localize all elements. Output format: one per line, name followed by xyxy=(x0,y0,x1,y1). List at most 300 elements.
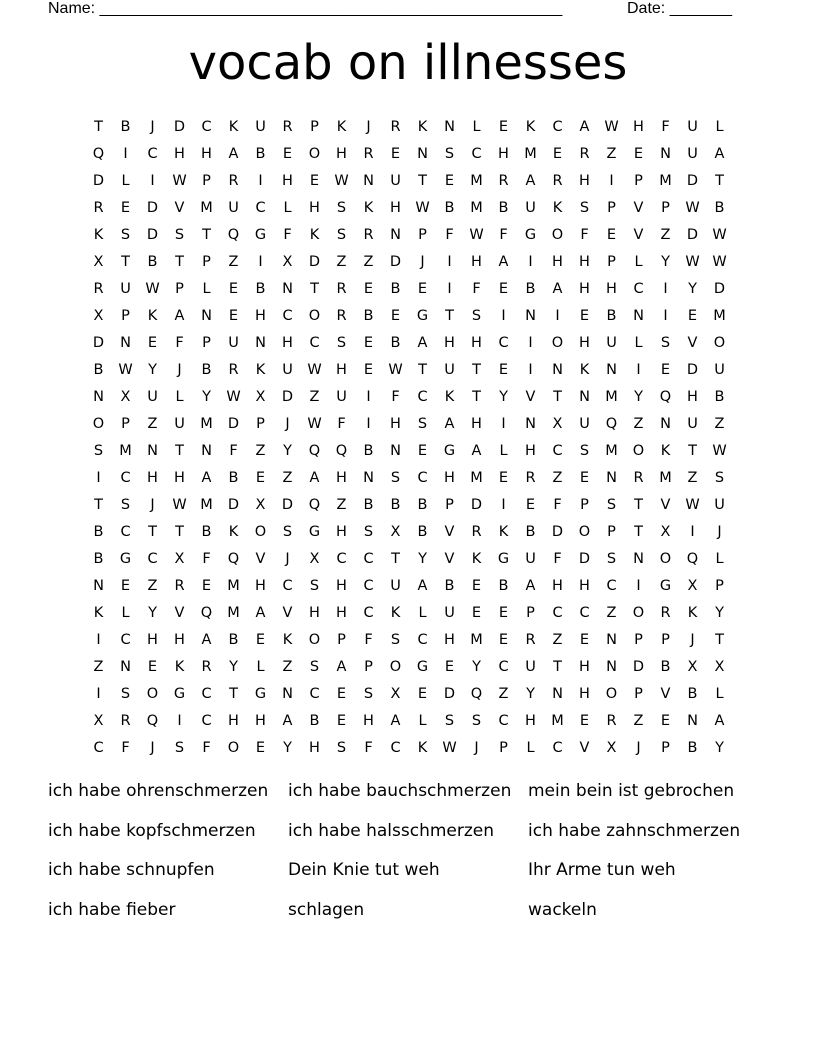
grid-letter: Y xyxy=(283,442,292,459)
grid-letter: N xyxy=(390,226,401,243)
grid-letter: E xyxy=(390,145,401,162)
grid-letter: B xyxy=(390,496,401,513)
grid-letter: H xyxy=(336,469,347,486)
grid-letter: H xyxy=(363,712,374,729)
grid-letter: U xyxy=(525,550,536,567)
grid-letter: U xyxy=(579,415,590,432)
grid-letter: R xyxy=(228,361,239,378)
grid-letter: G xyxy=(497,550,510,567)
grid-letter: S xyxy=(282,523,293,540)
grid-letter: I xyxy=(690,523,695,540)
grid-letter: K xyxy=(552,199,563,216)
grid-letter: T xyxy=(229,685,238,702)
grid-letter: V xyxy=(633,226,644,243)
grid-letter: E xyxy=(579,631,590,648)
grid-letter: J xyxy=(285,415,290,432)
grid-letter: B xyxy=(93,550,104,567)
grid-letter: Y xyxy=(526,685,535,702)
grid-letter: F xyxy=(121,739,130,756)
grid-letter: H xyxy=(579,280,590,297)
grid-letter: G xyxy=(443,442,456,459)
grid-letter: H xyxy=(309,604,320,621)
grid-letter: E xyxy=(525,496,536,513)
grid-letter: B xyxy=(714,199,725,216)
grid-letter: X xyxy=(714,658,725,675)
grid-letter: N xyxy=(282,280,293,297)
grid-letter: C xyxy=(417,388,428,405)
grid-letter: N xyxy=(444,118,455,135)
grid-letter: C xyxy=(633,280,644,297)
grid-letter: I xyxy=(96,469,101,486)
grid-letter: P xyxy=(661,199,670,216)
grid-letter: Z xyxy=(660,226,671,243)
grid-letter: U xyxy=(714,361,725,378)
grid-letter: S xyxy=(471,307,482,324)
word-list-item: ich habe halsschmerzen xyxy=(288,820,495,841)
grid-letter: M xyxy=(605,388,618,405)
word-list-item: Dein Knie tut weh xyxy=(288,860,440,881)
grid-letter: T xyxy=(175,442,184,459)
grid-letter: M xyxy=(227,604,240,621)
grid-letter: C xyxy=(147,145,158,162)
word-list-item: ich habe schnupfen xyxy=(48,860,215,881)
grid-letter: T xyxy=(94,496,103,513)
grid-letter: A xyxy=(498,253,509,270)
grid-letter: E xyxy=(579,712,590,729)
grid-letter: Y xyxy=(472,658,481,675)
grid-letter: F xyxy=(202,550,211,567)
header xyxy=(48,0,768,20)
word-list-item: mein bein ist gebrochen xyxy=(528,781,735,801)
grid-letter: B xyxy=(201,361,212,378)
grid-letter: Z xyxy=(147,415,158,432)
grid-letter: E xyxy=(498,604,509,621)
grid-letter: J xyxy=(150,496,155,513)
grid-letter: P xyxy=(202,334,211,351)
grid-letter: T xyxy=(553,388,562,405)
grid-row xyxy=(85,356,733,383)
grid-letter: H xyxy=(579,658,590,675)
grid-letter: P xyxy=(337,631,346,648)
grid-letter: H xyxy=(282,172,293,189)
grid-letter: W xyxy=(469,226,484,243)
grid-letter: R xyxy=(579,145,590,162)
grid-letter: M xyxy=(470,631,483,648)
grid-letter: B xyxy=(687,739,698,756)
grid-letter: P xyxy=(202,172,211,189)
grid-letter: T xyxy=(445,307,454,324)
grid-letter: K xyxy=(228,118,239,135)
grid-letter: C xyxy=(363,604,374,621)
grid-letter: C xyxy=(282,307,293,324)
grid-letter: U xyxy=(687,415,698,432)
grid-letter: R xyxy=(174,577,185,594)
grid-letter: Y xyxy=(202,388,211,405)
grid-letter: A xyxy=(525,172,536,189)
grid-letter: N xyxy=(606,658,617,675)
grid-letter: L xyxy=(472,118,481,135)
grid-letter: C xyxy=(363,577,374,594)
grid-letter: R xyxy=(93,199,104,216)
grid-letter: H xyxy=(147,631,158,648)
grid-letter: K xyxy=(147,307,158,324)
grid-letter: M xyxy=(470,469,483,486)
grid-letter: C xyxy=(93,739,104,756)
grid-letter: C xyxy=(255,199,266,216)
grid-letter: B xyxy=(255,280,266,297)
grid-letter: O xyxy=(578,523,591,540)
grid-letter: I xyxy=(663,280,668,297)
word-list-item: schlagen xyxy=(288,900,365,921)
grid-letter: H xyxy=(201,145,212,162)
grid-letter: Y xyxy=(715,739,724,756)
grid-letter: O xyxy=(605,685,618,702)
grid-letter: D xyxy=(92,334,105,351)
grid-letter: P xyxy=(256,415,265,432)
grid-letter: H xyxy=(147,469,158,486)
grid-letter: Z xyxy=(282,658,293,675)
grid-row xyxy=(85,302,733,329)
grid-letter: I xyxy=(177,712,182,729)
grid-letter: U xyxy=(444,604,455,621)
grid-row xyxy=(85,464,733,491)
grid-letter: O xyxy=(551,226,564,243)
grid-letter: M xyxy=(227,577,240,594)
grid-letter: X xyxy=(687,658,698,675)
grid-letter: Y xyxy=(634,388,643,405)
grid-letter: E xyxy=(255,739,266,756)
grid-letter: I xyxy=(366,415,371,432)
grid-letter: X xyxy=(93,253,104,270)
grid-letter: B xyxy=(714,388,725,405)
grid-letter: J xyxy=(285,550,290,567)
grid-letter: R xyxy=(363,226,374,243)
grid-letter: Q xyxy=(200,604,213,621)
grid-letter: F xyxy=(283,226,292,243)
grid-letter: M xyxy=(551,712,564,729)
grid-letter: K xyxy=(525,118,536,135)
grid-letter: Z xyxy=(93,658,104,675)
grid-letter: H xyxy=(255,712,266,729)
grid-letter: J xyxy=(177,361,182,378)
grid-letter: I xyxy=(501,307,506,324)
grid-letter: D xyxy=(551,523,564,540)
grid-letter: C xyxy=(471,145,482,162)
grid-letter: N xyxy=(120,334,131,351)
grid-letter: W xyxy=(226,388,241,405)
grid-letter: O xyxy=(632,442,645,459)
grid-letter: T xyxy=(634,496,643,513)
grid-letter: D xyxy=(389,253,402,270)
grid-letter: D xyxy=(281,388,294,405)
grid-letter: A xyxy=(309,469,320,486)
grid-letter: E xyxy=(147,658,158,675)
grid-letter: N xyxy=(390,442,401,459)
grid-letter: X xyxy=(390,685,401,702)
grid-row xyxy=(85,518,733,545)
grid-letter: V xyxy=(174,604,185,621)
grid-letter: N xyxy=(201,307,212,324)
grid-letter: V xyxy=(687,334,698,351)
grid-letter: A xyxy=(444,415,455,432)
grid-letter: D xyxy=(632,658,645,675)
grid-letter: U xyxy=(282,361,293,378)
grid-letter: W xyxy=(118,361,133,378)
grid-letter: Y xyxy=(715,604,724,621)
grid-letter: S xyxy=(606,550,617,567)
grid-letter: E xyxy=(444,172,455,189)
grid-letter: M xyxy=(200,199,213,216)
grid-letter: R xyxy=(606,712,617,729)
grid-letter: X xyxy=(93,307,104,324)
grid-letter: I xyxy=(258,253,263,270)
grid-letter: B xyxy=(93,361,104,378)
grid-letter: P xyxy=(607,523,616,540)
grid-letter: S xyxy=(390,631,401,648)
grid-letter: B xyxy=(417,496,428,513)
grid-letter: D xyxy=(308,253,321,270)
grid-letter: B xyxy=(363,496,374,513)
grid-letter: P xyxy=(661,631,670,648)
grid-letter: T xyxy=(94,118,103,135)
grid-letter: U xyxy=(525,199,536,216)
grid-letter: O xyxy=(227,739,240,756)
grid-letter: U xyxy=(174,415,185,432)
grid-letter: E xyxy=(579,307,590,324)
grid-letter: O xyxy=(632,604,645,621)
grid-letter: B xyxy=(228,631,239,648)
grid-letter: H xyxy=(228,712,239,729)
grid-letter: B xyxy=(309,712,320,729)
grid-letter: Q xyxy=(470,685,483,702)
grid-letter: Z xyxy=(363,253,374,270)
grid-letter: I xyxy=(555,307,560,324)
grid-letter: X xyxy=(174,550,185,567)
grid-letter: S xyxy=(417,415,428,432)
grid-letter: I xyxy=(447,280,452,297)
grid-letter: T xyxy=(121,253,130,270)
grid-letter: D xyxy=(470,496,483,513)
grid-letter: Y xyxy=(148,604,157,621)
grid-letter: R xyxy=(390,118,401,135)
grid-letter: P xyxy=(445,496,454,513)
grid-letter: P xyxy=(121,415,130,432)
grid-letter: C xyxy=(606,577,617,594)
grid-letter: P xyxy=(580,496,589,513)
grid-letter: N xyxy=(660,415,671,432)
grid-letter: F xyxy=(580,226,589,243)
grid-letter: B xyxy=(498,199,509,216)
grid-letter: T xyxy=(715,172,724,189)
grid-letter: I xyxy=(609,172,614,189)
grid-letter: D xyxy=(227,415,240,432)
grid-letter: Y xyxy=(661,253,670,270)
grid-letter: L xyxy=(175,388,184,405)
grid-letter: E xyxy=(660,361,671,378)
grid-letter: R xyxy=(660,604,671,621)
grid-letter: P xyxy=(634,685,643,702)
grid-letter: H xyxy=(255,577,266,594)
grid-letter: N xyxy=(255,334,266,351)
grid-letter: V xyxy=(255,550,266,567)
grid-letter: C xyxy=(579,604,590,621)
grid-letter: K xyxy=(660,442,671,459)
grid-letter: P xyxy=(634,631,643,648)
grid-letter: W xyxy=(334,172,349,189)
grid-letter: K xyxy=(363,199,374,216)
grid-letter: F xyxy=(499,226,508,243)
grid-letter: B xyxy=(525,280,536,297)
grid-letter: F xyxy=(553,496,562,513)
grid-letter: P xyxy=(499,739,508,756)
grid-letter: T xyxy=(391,550,400,567)
grid-letter: S xyxy=(93,442,104,459)
grid-letter: F xyxy=(175,334,184,351)
grid-letter: Q xyxy=(308,442,321,459)
grid-letter: U xyxy=(606,334,617,351)
grid-letter: H xyxy=(579,685,590,702)
grid-letter: K xyxy=(498,523,509,540)
grid-letter: S xyxy=(336,334,347,351)
grid-letter: E xyxy=(498,118,509,135)
grid-letter: Q xyxy=(227,226,240,243)
grid-letter: T xyxy=(553,658,562,675)
grid-letter: I xyxy=(501,415,506,432)
grid-letter: G xyxy=(659,577,672,594)
grid-letter: Q xyxy=(335,442,348,459)
grid-letter: V xyxy=(282,604,293,621)
word-list-item: ich habe bauchschmerzen xyxy=(288,781,512,801)
grid-letter: D xyxy=(146,226,159,243)
grid-letter: D xyxy=(686,361,699,378)
grid-letter: W xyxy=(415,199,430,216)
grid-letter: Y xyxy=(418,550,427,567)
grid-letter: H xyxy=(309,739,320,756)
grid-letter: I xyxy=(447,253,452,270)
grid-letter: I xyxy=(366,388,371,405)
grid-letter: J xyxy=(420,253,425,270)
grid-letter: H xyxy=(174,631,185,648)
grid-letter: S xyxy=(309,658,320,675)
grid-letter: E xyxy=(336,685,347,702)
grid-letter: K xyxy=(336,118,347,135)
grid-letter: Z xyxy=(687,469,698,486)
grid-letter: S xyxy=(471,712,482,729)
grid-letter: C xyxy=(498,658,509,675)
grid-letter: K xyxy=(93,604,104,621)
grid-letter: H xyxy=(579,253,590,270)
grid-letter: V xyxy=(633,199,644,216)
grid-letter: V xyxy=(579,739,590,756)
grid-letter: S xyxy=(336,739,347,756)
grid-letter: G xyxy=(416,658,429,675)
grid-letter: H xyxy=(525,442,536,459)
grid-row xyxy=(85,653,733,680)
grid-letter: O xyxy=(308,145,321,162)
grid-letter: C xyxy=(363,550,374,567)
grid-letter: H xyxy=(336,604,347,621)
grid-letter: U xyxy=(228,199,239,216)
grid-letter: U xyxy=(336,388,347,405)
word-list-item: ich habe fieber xyxy=(48,900,176,921)
grid-letter: H xyxy=(471,415,482,432)
grid-letter: N xyxy=(525,307,536,324)
grid-letter: E xyxy=(579,469,590,486)
grid-letter: H xyxy=(444,334,455,351)
grid-letter: L xyxy=(256,658,265,675)
grid-letter: B xyxy=(444,199,455,216)
grid-letter: O xyxy=(659,550,672,567)
grid-letter: E xyxy=(417,442,428,459)
grid-letter: I xyxy=(123,145,128,162)
grid-letter: W xyxy=(712,226,727,243)
grid-letter: T xyxy=(310,280,319,297)
grid-letter: P xyxy=(418,226,427,243)
grid-letter: Z xyxy=(606,145,617,162)
grid-letter: D xyxy=(173,118,186,135)
grid-letter: E xyxy=(498,631,509,648)
grid-letter: C xyxy=(147,550,158,567)
grid-letter: K xyxy=(309,226,320,243)
grid-letter: W xyxy=(685,496,700,513)
grid-letter: J xyxy=(366,118,371,135)
grid-letter: Y xyxy=(283,739,292,756)
grid-letter: D xyxy=(146,199,159,216)
grid-letter: T xyxy=(472,388,481,405)
grid-letter: T xyxy=(418,361,427,378)
grid-letter: T xyxy=(418,172,427,189)
grid-letter: B xyxy=(390,280,401,297)
grid-letter: N xyxy=(120,658,131,675)
grid-letter: L xyxy=(715,550,724,567)
grid-letter: E xyxy=(498,361,509,378)
grid-letter: B xyxy=(390,334,401,351)
grid-letter: H xyxy=(579,334,590,351)
grid-letter: G xyxy=(254,226,267,243)
grid-letter: K xyxy=(579,361,590,378)
grid-letter: E xyxy=(363,361,374,378)
grid-letter: S xyxy=(390,469,401,486)
grid-letter: I xyxy=(96,685,101,702)
grid-letter: C xyxy=(201,685,212,702)
grid-letter: A xyxy=(471,442,482,459)
grid-row xyxy=(85,437,733,464)
grid-letter: T xyxy=(175,253,184,270)
grid-letter: X xyxy=(552,415,563,432)
grid-letter: E xyxy=(363,280,374,297)
word-list-item: ich habe ohrenschmerzen xyxy=(48,781,269,801)
grid-letter: N xyxy=(417,145,428,162)
grid-row xyxy=(85,140,733,167)
grid-letter: U xyxy=(444,361,455,378)
grid-letter: H xyxy=(444,631,455,648)
word-list-item: ich habe kopfschmerzen xyxy=(48,820,256,841)
grid-letter: E xyxy=(282,145,293,162)
grid-letter: C xyxy=(309,334,320,351)
grid-letter: L xyxy=(121,604,130,621)
grid-letter: I xyxy=(501,496,506,513)
grid-letter: R xyxy=(498,172,509,189)
grid-letter: K xyxy=(93,226,104,243)
grid-letter: X xyxy=(309,550,320,567)
grid-letter: B xyxy=(660,658,671,675)
grid-letter: E xyxy=(120,577,131,594)
grid-letter: Z xyxy=(255,442,266,459)
grid-letter: Y xyxy=(229,658,238,675)
grid-letter: A xyxy=(282,712,293,729)
grid-letter: E xyxy=(147,334,158,351)
grid-letter: G xyxy=(173,685,186,702)
